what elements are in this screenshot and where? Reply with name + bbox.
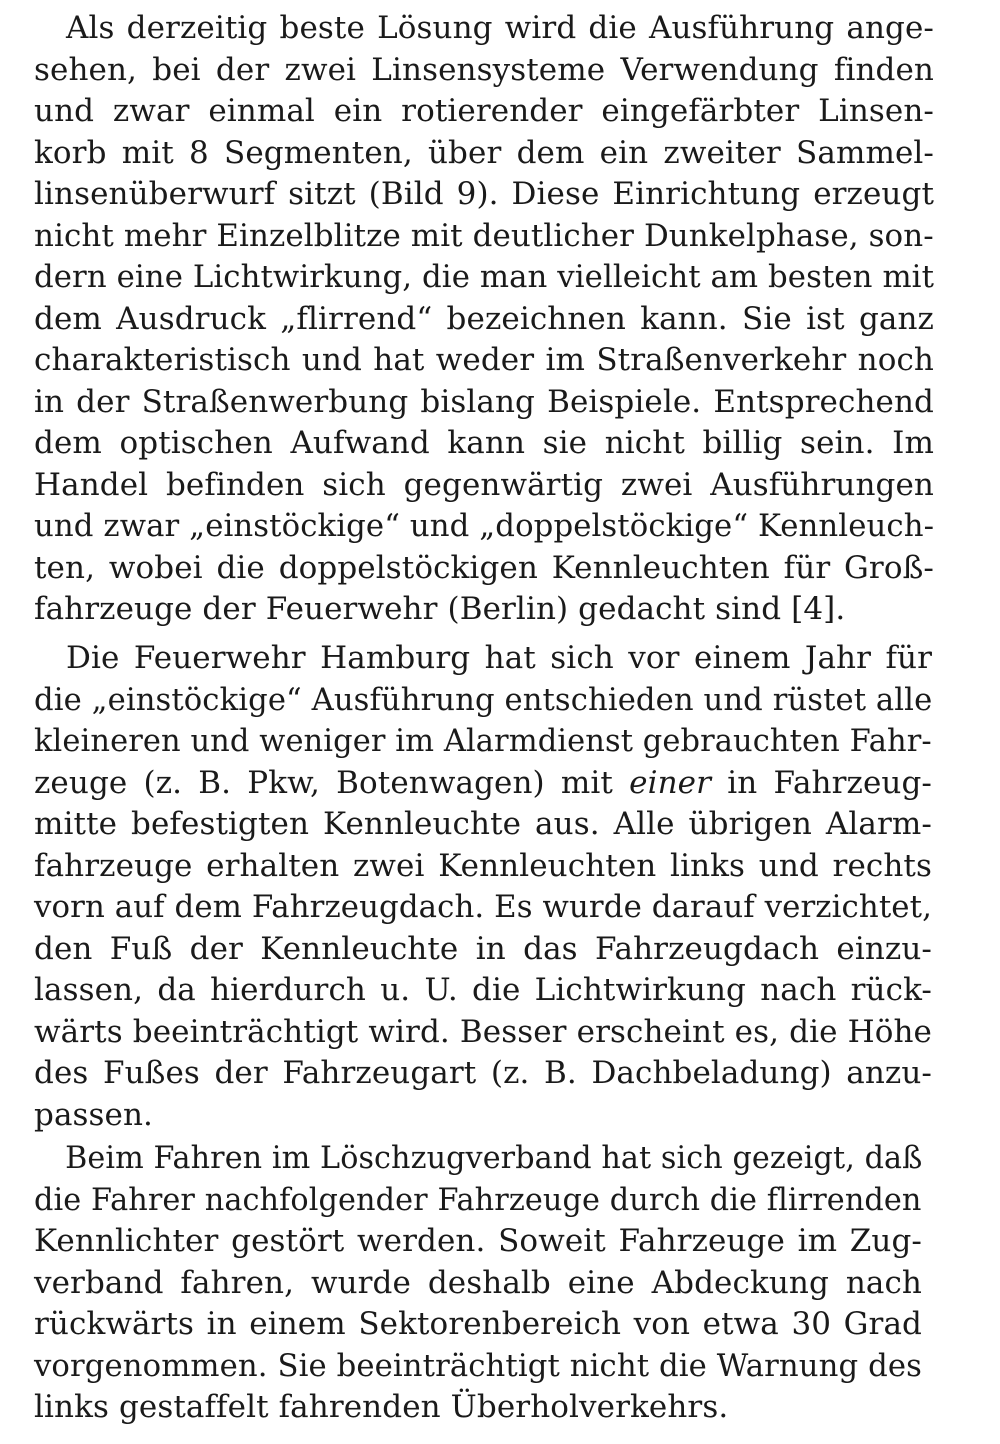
- emphasized-word: einer: [629, 764, 712, 801]
- text-line: die „einstöckige“ Ausführung entschieden und rüstet alle: [34, 681, 933, 718]
- text-line: dem Ausdruck „flirrend“ bezeichnen kann. Sie ist ganz: [34, 300, 934, 337]
- text-line: Die Feuerwehr Hamburg hat sich vor einem Jahr für: [66, 640, 932, 676]
- text-line: Handel befinden sich gegenwärtig zwei Ausführungen: [34, 466, 934, 503]
- text-line: und zwar „einstöckige“ und „doppelstöckige“ Kennleuch-: [34, 508, 935, 544]
- paragraph-3: [34, 1138, 922, 1429]
- text-line: rückwärts in einem Sektorenbereich von etwa 30 Grad: [34, 1306, 922, 1342]
- text-line: die Fahrer nachfolgender Fahrzeuge durch die flirrenden: [34, 1181, 922, 1218]
- text-line: [34, 763, 932, 805]
- text-line: Als derzeitig beste Lösung wird die Ausführung ange-: [66, 10, 934, 46]
- text-line: korb mit 8 Segmenten, über dem ein zweiter Sammel-: [34, 134, 934, 171]
- text-line: links gestaffelt fahrenden Überholverkehrs.: [34, 1389, 729, 1425]
- text-line: und zwar einmal ein rotierender eingefärbter Linsen-: [34, 93, 934, 129]
- text-line: Beim Fahren im Löschzugverband hat sich gezeigt, daß: [65, 1140, 923, 1176]
- text-line: Kennlichter gestört werden. Soweit Fahrzeuge im Zug-: [34, 1223, 922, 1259]
- text-line: kleineren und weniger im Alarmdienst gebrauchten Fahr-: [34, 723, 932, 759]
- text-line: mitte befestigten Kennleuchte aus. Alle übrigen Alarm-: [34, 806, 932, 842]
- text-line: linsenüberwurf sitzt (Bild 9). Diese Einrichtung erzeugt: [34, 176, 934, 212]
- line-text: in Fahrzeug-: [727, 764, 932, 801]
- text-line: fahrzeuge erhalten zwei Kennleuchten links und rechts: [34, 847, 932, 884]
- text-line: in der Straßenwerbung bislang Beispiele. Entsprechend: [34, 383, 934, 420]
- text-line: nicht mehr Einzelblitze mit deutlicher Dunkelphase, son-: [34, 217, 934, 254]
- text-line: dern eine Lichtwirkung, die man vielleicht am besten mit: [34, 259, 935, 295]
- paragraph-2: [34, 638, 932, 1136]
- text-line: des Fußes der Fahrzeugart (z. B. Dachbeladung) anzu-: [34, 1055, 932, 1091]
- text-line: verband fahren, wurde deshalb eine Abdeckung nach: [34, 1264, 922, 1301]
- text-line: vorgenommen. Sie beeinträchtigt nicht die Warnung des: [34, 1347, 922, 1384]
- text-line: vorn auf dem Fahrzeugdach. Es wurde darauf verzichtet,: [34, 889, 932, 925]
- line-text: zeuge (z. B. Pkw, Botenwagen) mit: [34, 764, 613, 801]
- text-line: charakteristisch und hat weder im Straßenverkehr noch: [34, 342, 934, 378]
- text-line: passen.: [34, 1096, 154, 1133]
- text-line: den Fuß der Kennleuchte in das Fahrzeugdach einzu-: [34, 930, 932, 967]
- text-line: wärts beeinträchtigt wird. Besser erscheint es, die Höhe: [34, 1013, 932, 1050]
- paragraph-1: [34, 8, 934, 631]
- text-line: sehen, bei der zwei Linsensysteme Verwendung finden: [34, 51, 934, 88]
- text-line: dem optischen Aufwand kann sie nicht billig sein. Im: [34, 425, 934, 461]
- text-line: ten, wobei die doppelstöckigen Kennleuchten für Groß-: [34, 549, 934, 586]
- text-line: fahrzeuge der Feuerwehr (Berlin) gedacht sind [4].: [34, 591, 846, 627]
- text-line: lassen, da hierdurch u. U. die Lichtwirkung nach rück-: [34, 972, 932, 1008]
